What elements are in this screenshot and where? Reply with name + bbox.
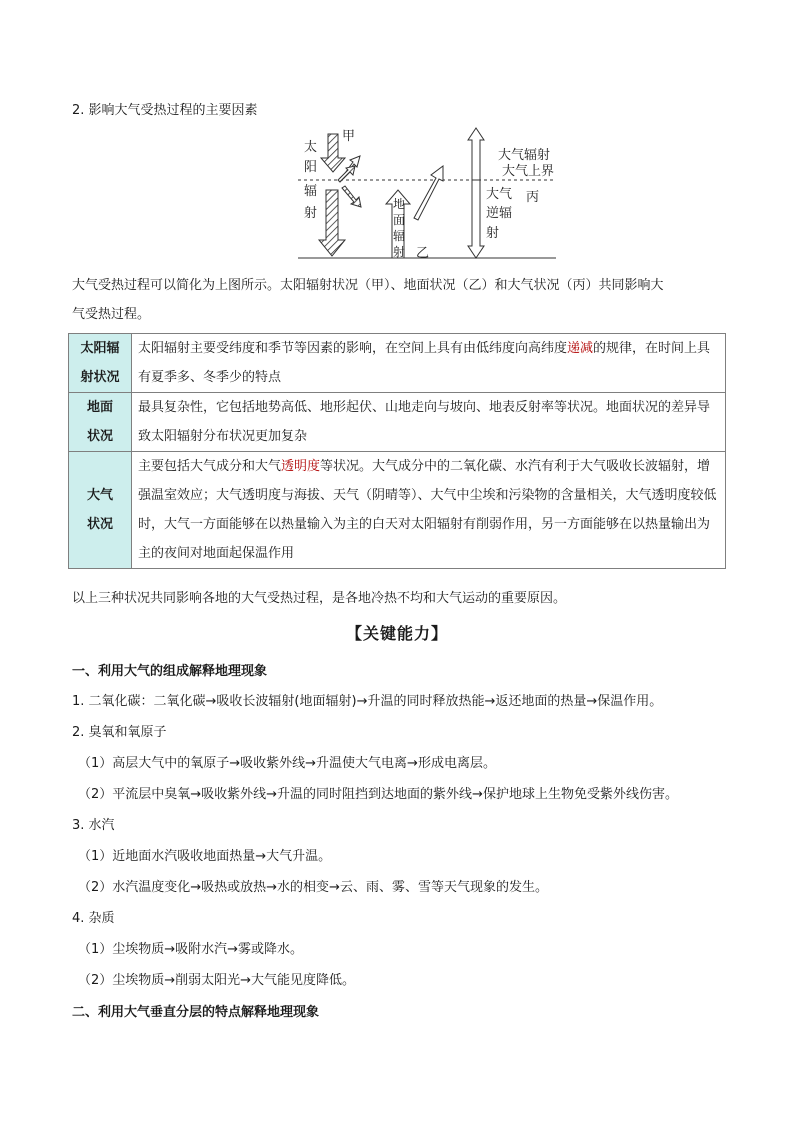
vapor-heading: 3. 水汽: [72, 818, 115, 833]
vapor-item-1: （1）近地面水汽吸收地面热量→大气升温。: [78, 849, 332, 864]
row-head-line: 射状况: [80, 370, 120, 385]
impurity-heading: 4. 杂质: [72, 911, 115, 926]
row-head-line: 太阳辐: [80, 341, 120, 356]
factors-table: [68, 333, 726, 569]
row-body-text-after: 的规律，在时间上具有夏季多、冬季少的特点: [138, 341, 711, 385]
label-yi: 乙: [416, 246, 430, 261]
solar-radiation-ground-arrow: [319, 190, 345, 256]
counter-label-line: 大气: [486, 187, 513, 202]
row-body-highlight: 透明度: [281, 459, 321, 474]
table-row: [69, 452, 726, 569]
row-body-text-after: 等状况。大气成分中的二氧化碳、水汽有利于大气吸收长波辐射，增强温室效应；大气透明度与海拔、天气（阴晴等）、大气中尘埃和污染物的含量相关，大气透明度较低时，大气一方面能够在以热量输入为主的白天对太阳辐射有削弱作用，另一方面能够在以热量输出为主的夜间对地面起保温作用: [138, 459, 717, 561]
intro-text: 大气受热过程可以简化为上图所示。太阳辐射状况（甲）、地面状况（乙）和大气状况（丙）共同影响大: [72, 278, 664, 293]
co2-line: 1. 二氧化碳：二氧化碳→吸收长波辐射(地面辐射)→升温的同时释放热能→返还地面的热量→保温作用。: [72, 694, 663, 709]
counter-label-line: 射: [486, 226, 500, 241]
counter-label-line: 逆辐: [486, 206, 513, 221]
row-body: [132, 393, 726, 452]
row-body-text: 主要包括大气成分和大气: [138, 459, 282, 474]
label-atm-top: 大气上界: [502, 164, 555, 179]
table-row: [69, 334, 726, 393]
row-head-line: 大气: [86, 488, 113, 503]
row-body: [132, 452, 726, 569]
vapor-item-2: （2）水汽温度变化→吸热或放热→水的相变→云、雨、雾、雪等天气现象的发生。: [78, 880, 548, 895]
row-head-line: 状况: [86, 517, 113, 532]
row-head: [69, 452, 132, 569]
ground-label-char: 射: [393, 245, 406, 259]
ozone-item-2: （2）平流层中臭氧→吸收紫外线→升温的同时阻挡到达地面的紫外线→保护地球上生物免受紫外线伤害。: [78, 787, 678, 802]
ozone-heading: 2. 臭氧和氧原子: [72, 725, 167, 740]
impurity-item-1: （1）尘埃物质→吸附水汽→雾或降水。: [78, 942, 304, 957]
intro-text-cont: 气受热过程。: [72, 307, 151, 322]
row-head-line: 状况: [86, 429, 113, 444]
atmospheric-radiation-arrow: [468, 128, 484, 258]
ground-label-char: 地: [393, 197, 406, 211]
row-head: [69, 334, 132, 393]
row-head: [69, 393, 132, 452]
part1-heading: 一、利用大气的组成解释地理现象: [72, 664, 268, 679]
row-head-line: 地面: [86, 400, 113, 415]
table-row: [69, 393, 726, 452]
label-jia: 甲: [342, 129, 356, 144]
solar-label-char: 太: [304, 140, 318, 155]
label-atm-radiation: 大气辐射: [498, 148, 551, 163]
impurity-item-2: （2）尘埃物质→削弱太阳光→大气能见度降低。: [78, 973, 356, 988]
solar-label-char: 阳: [304, 160, 318, 175]
part2-heading: 二、利用大气垂直分层的特点解释地理现象: [72, 1005, 320, 1020]
row-body-highlight: 递减: [567, 341, 594, 356]
scattered-radiation-arrow-2: [342, 186, 361, 207]
ground-radiation-diagonal-arrow: [414, 166, 443, 220]
atmosphere-heating-diagram: [298, 124, 558, 264]
section-heading: 2. 影响大气受热过程的主要因素: [72, 103, 258, 118]
solar-label-char: 辐: [304, 184, 318, 199]
ground-label-char: 辐: [393, 229, 406, 243]
row-body-text: 最具复杂性，它包括地势高低、地形起伏、山地走向与坡向、地表反射率等状况。地面状况的差异导致太阳辐射分布状况更加复杂: [138, 400, 711, 444]
ground-label-char: 面: [393, 213, 406, 227]
key-ability-title: 【关键能力】: [345, 624, 448, 643]
summary-text: 以上三种状况共同影响各地的大气受热过程，是各地冷热不均和大气运动的重要原因。: [72, 591, 567, 606]
row-body: [132, 334, 726, 393]
label-bing: 丙: [526, 190, 540, 205]
row-body-text: 太阳辐射主要受纬度和季节等因素的影响，在空间上具有由低纬度向高纬度: [138, 341, 568, 356]
ozone-item-1: （1）高层大气中的氧原子→吸收紫外线→升温使大气电离→形成电离层。: [78, 756, 496, 771]
solar-label-char: 射: [304, 206, 318, 221]
